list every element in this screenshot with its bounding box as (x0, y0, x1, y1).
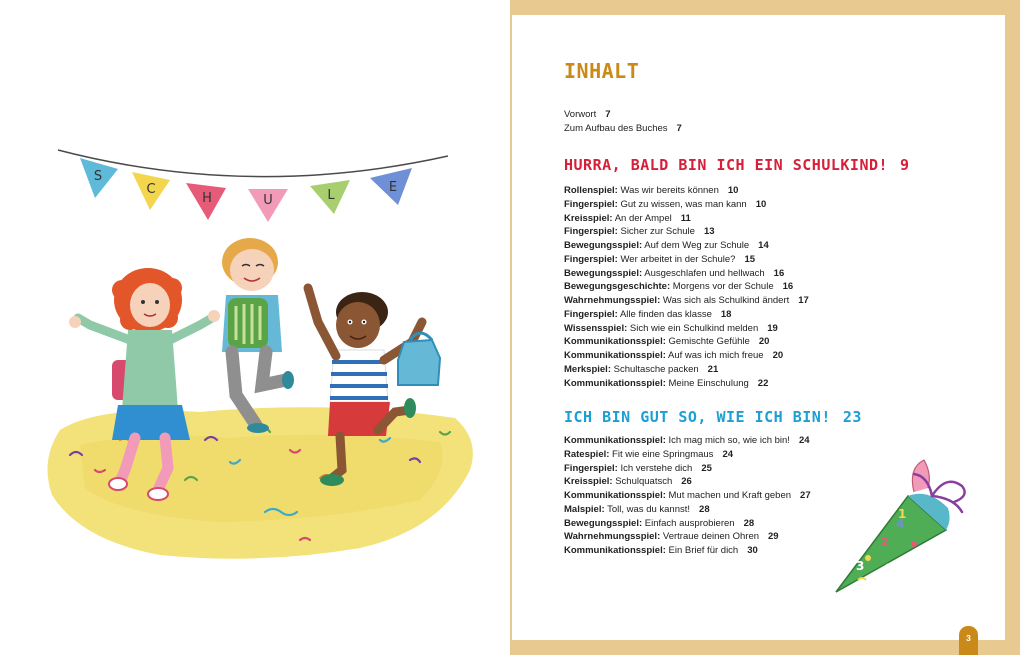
entry-page: 18 (720, 308, 732, 320)
entry-title: Ein Brief für dich (668, 545, 739, 556)
flag-h (186, 183, 226, 220)
toc-title: INHALT (564, 59, 640, 83)
entry-page: 11 (680, 212, 691, 224)
section-entries-gut-so (564, 434, 811, 558)
entry-title: Was sich als Schulkind ändert (662, 295, 790, 306)
entry-category: Fingerspiel: (564, 253, 618, 265)
flag-letter: L (327, 188, 335, 203)
entry-title: Schultasche packen (613, 363, 699, 375)
entry-page: 22 (757, 377, 769, 389)
flag-letter: U (263, 193, 273, 208)
entry-title: Gemischte Gefühle (668, 336, 750, 348)
cone-digit: 1 (898, 507, 907, 521)
toc-entry (564, 322, 809, 336)
toc-entry (564, 530, 811, 544)
flag-letter: S (93, 169, 103, 184)
flag-u (248, 189, 288, 222)
entry-category: Bewegungsgeschichte: (564, 281, 671, 293)
toc-entry (564, 544, 811, 558)
entry-page: 10 (755, 198, 767, 210)
entry-category: Bewegungsspiel: (564, 267, 643, 279)
toc-entry (564, 267, 809, 281)
toc-entry (564, 434, 811, 448)
section-entries-hurra (564, 184, 809, 390)
entry-category: Bewegungsspiel: (564, 517, 643, 529)
entry-page: 24 (798, 435, 810, 446)
cone-digit: 2 (880, 535, 889, 549)
entry-title: Ausgeschlafen und hellwach (644, 267, 765, 279)
entry-title: Zum Aufbau des Buches (564, 122, 668, 134)
entry-category: Merkspiel: (564, 363, 611, 375)
entry-page: 13 (703, 226, 715, 238)
entry-page: 29 (768, 531, 779, 543)
entry-page: 15 (744, 253, 756, 265)
entry-page: 21 (707, 363, 719, 375)
cone-digit: 4 (896, 517, 905, 531)
entry-title: Was wir bereits können (620, 185, 719, 196)
toc-entry (564, 122, 682, 136)
entry-page: 14 (758, 240, 769, 251)
entry-category: Kommunikationsspiel: (564, 377, 666, 389)
entry-page: 24 (722, 448, 734, 460)
entry-page: 26 (681, 476, 692, 488)
flag-l (310, 180, 350, 214)
entry-title: Meine Einschulung (668, 377, 749, 389)
entry-category: Wahrnehmungsspiel: (564, 295, 661, 306)
entry-page: 17 (798, 295, 809, 306)
entry-category: Wissensspiel: (564, 322, 628, 334)
toc-entry (564, 184, 809, 198)
intro-entries (564, 108, 682, 136)
bunting-flags (80, 158, 412, 222)
entry-title: Sich wie ein Schulkind melden (629, 322, 759, 334)
entry-category: Kommunikationsspiel: (564, 545, 666, 556)
toc-entry (564, 475, 811, 489)
flag-letter: H (202, 191, 212, 206)
entry-category: Fingerspiel: (564, 226, 618, 238)
entry-title: Sicher zur Schule (620, 226, 695, 238)
toc-entry (564, 517, 811, 531)
flag-c (132, 172, 170, 210)
entry-title: Auf was ich mich freue (668, 350, 764, 361)
entry-category: Kommunikationsspiel: (564, 350, 666, 361)
entry-page: 10 (727, 185, 739, 196)
section-heading-text: ICH BIN GUT SO, WIE ICH BIN! (564, 408, 831, 426)
section-heading-hurra (564, 156, 910, 174)
toc-entry (564, 308, 809, 322)
toc-entry (564, 294, 809, 308)
entry-title: An der Ampel (614, 212, 672, 224)
toc-entry (564, 489, 811, 503)
entry-title: Gut zu wissen, was man kann (620, 198, 747, 210)
toc-entry (564, 503, 811, 517)
entry-page: 16 (773, 267, 785, 279)
toc-entry (564, 335, 809, 349)
section-heading-page: 9 (900, 156, 910, 174)
entry-title: Toll, was du kannst! (607, 503, 691, 515)
toc-entry (564, 253, 809, 267)
flag-e (370, 168, 412, 205)
entry-category: Kommunikationsspiel: (564, 435, 666, 446)
entry-title: Vorwort (564, 109, 597, 120)
entry-category: Bewegungsspiel: (564, 240, 643, 251)
section-heading-text: HURRA, BALD BIN ICH EIN SCHULKIND! (564, 156, 889, 174)
entry-category: Kreisspiel: (564, 212, 613, 224)
entry-page: 28 (743, 517, 755, 529)
entry-category: Malspiel: (564, 503, 605, 515)
entry-title: Auf dem Weg zur Schule (644, 240, 750, 251)
entry-category: Kommunikationsspiel: (564, 336, 666, 348)
entry-category: Kreisspiel: (564, 476, 613, 488)
section-heading-gut-so (564, 408, 862, 426)
toc-entry (564, 198, 809, 212)
entry-title: Schulquatsch (615, 476, 673, 488)
school-cone-illustration (828, 448, 973, 598)
entry-title: Morgens vor der Schule (672, 281, 774, 293)
entry-page: 7 (676, 122, 682, 134)
bunting-string (58, 150, 448, 177)
entry-page: 20 (772, 350, 784, 361)
entry-category: Ratespiel: (564, 448, 610, 460)
entry-category: Fingerspiel: (564, 308, 618, 320)
entry-category: Fingerspiel: (564, 462, 618, 474)
page-number: 3 (966, 633, 971, 643)
toc-entry (564, 212, 809, 226)
entry-page: 20 (758, 336, 770, 348)
entry-title: Ich verstehe dich (620, 462, 693, 474)
toc-entry (564, 280, 809, 294)
entry-category: Fingerspiel: (564, 198, 618, 210)
entry-category: Wahrnehmungsspiel: (564, 531, 661, 543)
toc-entry (564, 377, 809, 391)
toc-entry (564, 363, 809, 377)
entry-title: Wer arbeitet in der Schule? (620, 253, 736, 265)
entry-page: 30 (747, 545, 758, 556)
entry-page: 16 (782, 281, 794, 293)
entry-category: Rollenspiel: (564, 185, 618, 196)
entry-title: Fit wie eine Springmaus (612, 448, 714, 460)
section-heading-page: 23 (842, 408, 862, 426)
entry-page: 25 (701, 462, 712, 474)
toc-entry (564, 462, 811, 476)
blond-boy-figure (222, 238, 294, 433)
entry-title: Ich mag mich so, wie ich bin! (668, 435, 790, 446)
toc-entry (564, 239, 809, 253)
entry-page: 27 (800, 490, 811, 501)
entry-category: Kommunikationsspiel: (564, 490, 666, 501)
toc-entry (564, 108, 682, 122)
toc-entry (564, 448, 811, 462)
entry-title: Mut machen und Kraft geben (668, 490, 792, 501)
flag-letter: E (388, 180, 398, 195)
entry-title: Alle finden das klasse (619, 308, 712, 320)
entry-page: 19 (767, 322, 778, 334)
entry-page: 28 (699, 503, 710, 515)
entry-title: Vertraue deinen Ohren (662, 531, 760, 543)
flag-letter: C (146, 182, 156, 197)
cone-digit: 3 (856, 559, 865, 573)
flag-s (80, 158, 118, 198)
toc-entry (564, 225, 809, 239)
entry-page: 7 (605, 109, 611, 120)
toc-entry (564, 349, 809, 363)
entry-title: Einfach ausprobieren (644, 517, 735, 529)
